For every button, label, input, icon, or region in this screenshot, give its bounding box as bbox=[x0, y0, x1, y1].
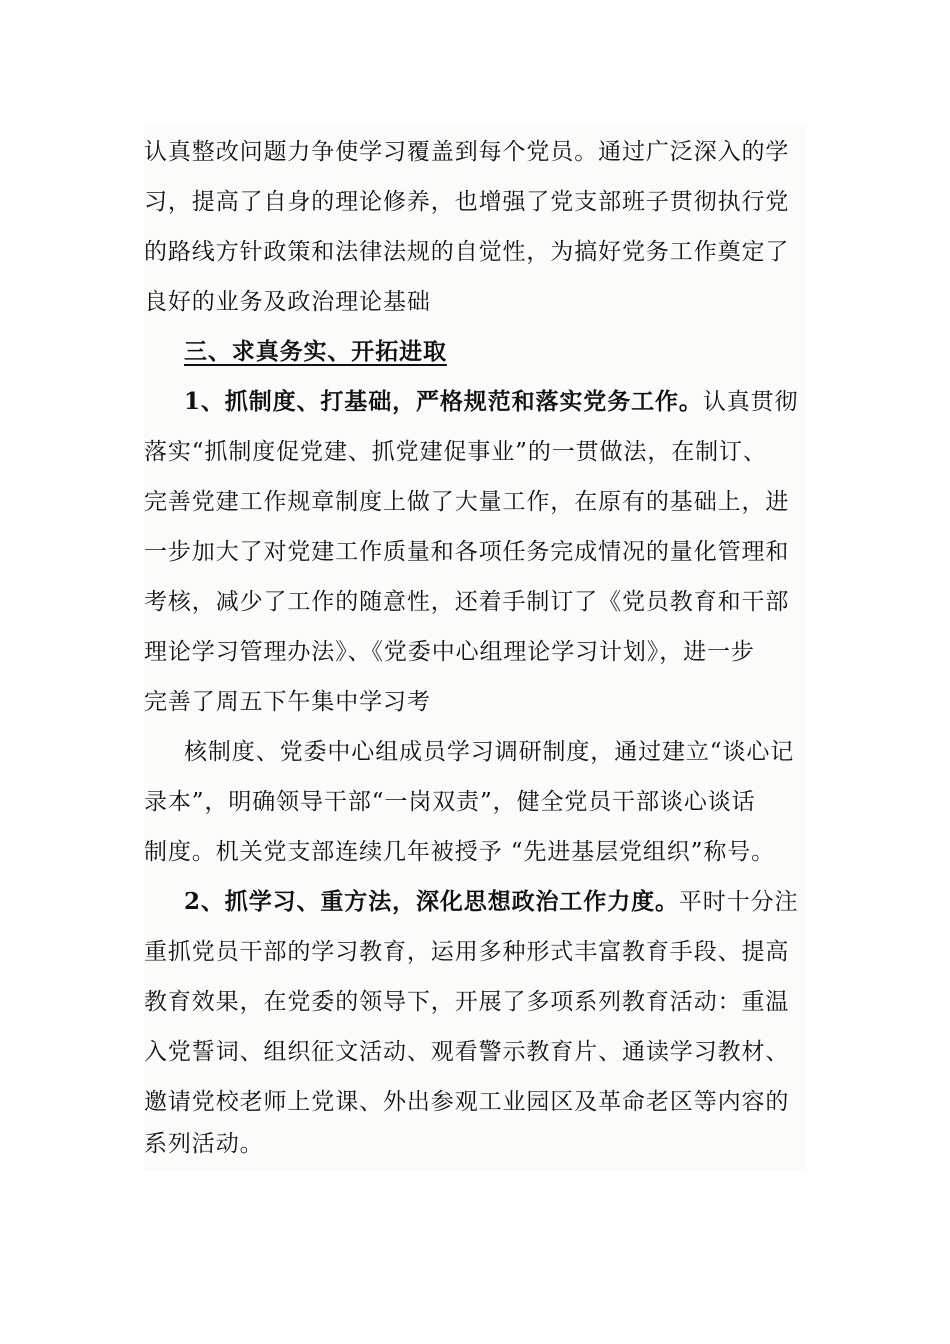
paragraph-line: 认真整改问题力争使学习覆盖到每个党员。通过广泛深入的学 bbox=[144, 139, 790, 165]
paragraph-line: 理论学习管理办法》、《党委中心组理论学习计划》，进一步 bbox=[144, 639, 755, 665]
paragraph-line: 一步加大了对党建工作质量和各项任务完成情况的量化管理和 bbox=[144, 539, 790, 565]
item-1-title: 1、抓制度、打基础，严格规范和落实党务工作。 bbox=[184, 388, 703, 415]
paragraph-line: 核制度、党委中心组成员学习调研制度，通过建立“谈心记 bbox=[184, 739, 795, 765]
paragraph-line: 考核，减少了工作的随意性，还着手制订了《党员教育和干部 bbox=[144, 589, 790, 615]
paragraph-line: 重抓党员干部的学习教育，运用多种形式丰富教育手段、提高 bbox=[144, 939, 790, 965]
item-1-text: 认真贯彻 bbox=[702, 389, 799, 415]
paragraph-line: 完善了周五下午集中学习考 bbox=[144, 689, 431, 715]
section-heading: 三、求真务实、开拓进取 bbox=[184, 338, 447, 365]
paragraph-line: 邀请党校老师上党课、外出参观工业园区及革命老区等内容的 bbox=[144, 1089, 790, 1115]
paragraph-line: 良好的业务及政治理论基础 bbox=[144, 289, 431, 315]
paragraph-line: 习，提高了自身的理论修养，也增强了党支部班子贯彻执行党 bbox=[144, 189, 790, 215]
item-1-first-line bbox=[184, 387, 798, 417]
item-2-first-line bbox=[184, 887, 798, 917]
paragraph-line: 制度。机关党支部连续几年被授予 “先进基层党组织”称号。 bbox=[144, 839, 776, 865]
paragraph-line: 完善党建工作规章制度上做了大量工作，在原有的基础上，进 bbox=[144, 489, 790, 515]
paragraph-line: 的路线方针政策和法律法规的自觉性，为搞好党务工作奠定了 bbox=[144, 239, 790, 265]
paragraph-line: 落实“抓制度促党建、抓党建促事业”的一贯做法，在制订、 bbox=[144, 439, 767, 465]
document-page bbox=[144, 124, 806, 1170]
paragraph-line: 录本”，明确领导干部“一岗双责”，健全党员干部谈心谈话 bbox=[144, 789, 756, 815]
paragraph-line: 系列活动。 bbox=[144, 1131, 264, 1157]
paragraph-line: 入党誓词、组织征文活动、观看警示教育片、通读学习教材、 bbox=[144, 1039, 790, 1065]
paragraph-line: 教育效果，在党委的领导下，开展了多项系列教育活动：重温 bbox=[144, 989, 790, 1015]
item-2-text: 平时十分注 bbox=[678, 889, 799, 915]
item-2-title: 2、抓学习、重方法，深化思想政治工作力度。 bbox=[184, 888, 679, 915]
